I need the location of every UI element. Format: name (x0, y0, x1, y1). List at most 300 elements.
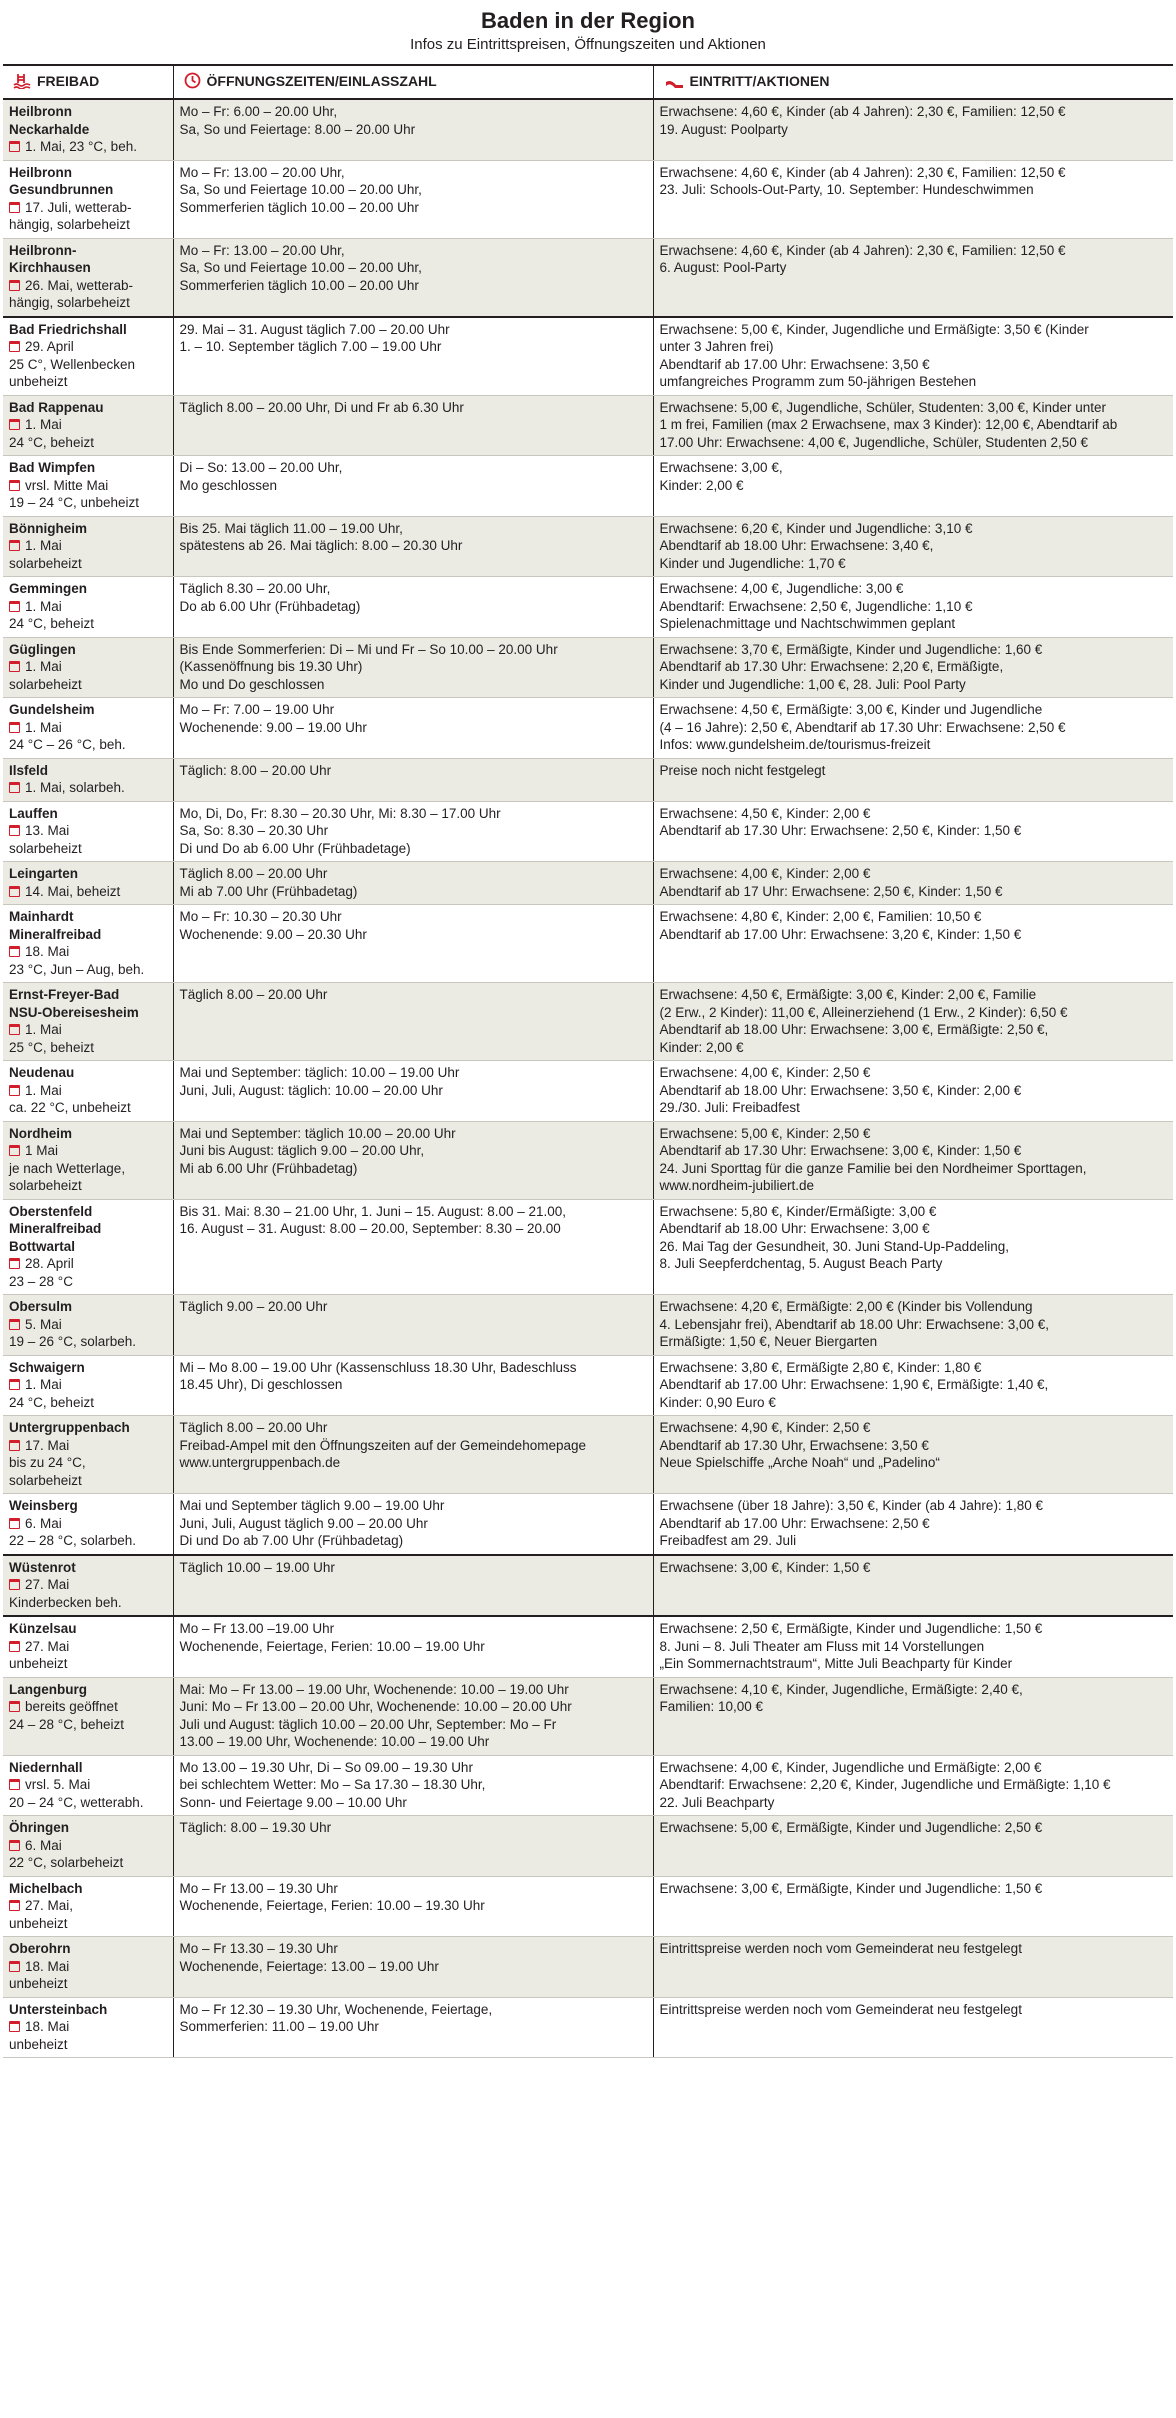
calendar-icon (9, 202, 20, 213)
pool-info: 24 °C, beheizt (9, 1394, 94, 1410)
table-row (3, 862, 1173, 905)
opening-date-text: 13. Mai (25, 823, 70, 838)
calendar-icon (9, 722, 20, 733)
calendar-icon (9, 1900, 20, 1911)
pool-name: Bad Friedrichshall (9, 321, 127, 337)
pool-cell (3, 1937, 173, 1998)
prices-line: Erwachsene: 3,00 €, Ermäßigte, Kinder und Jugendliche: 1,50 € (659, 1880, 1043, 1896)
prices-cell (653, 238, 1173, 317)
pool-info: 23 – 28 °C (9, 1273, 73, 1289)
opening-hours-line: Mo – Fr: 13.00 – 20.00 Uhr, (179, 164, 345, 180)
table-row (3, 1677, 1173, 1755)
calendar-icon (9, 661, 20, 672)
calendar-icon (9, 1961, 20, 1972)
table-row (3, 395, 1173, 456)
opening-date (9, 943, 167, 961)
pool-cell (3, 905, 173, 983)
pool-name: Bönnigheim (9, 520, 87, 536)
pool-info: solarbeheizt (9, 1178, 82, 1193)
prices-cell (653, 1876, 1173, 1937)
opening-hours-line: Mai und September: täglich: 10.00 – 19.00 Uhr (179, 1065, 460, 1080)
table-row (3, 801, 1173, 862)
prices-line: Erwachsene (über 18 Jahre): 3,50 €, Kinder (ab 4 Jahre): 1,80 € (659, 1498, 1043, 1513)
column-header-hours (173, 65, 653, 99)
prices-cell (653, 801, 1173, 862)
pool-info: bis zu 24 °C, (9, 1455, 86, 1470)
pool-info: 24 °C, beheizt (9, 616, 94, 631)
opening-hours-line: Di und Do ab 6.00 Uhr (Frühbadetage) (179, 840, 411, 856)
opening-date-text: 17. Mai (25, 1437, 70, 1453)
opening-hours-line: Mo – Fr 13.30 – 19.30 Uhr (179, 1941, 338, 1956)
pool-cell (3, 1677, 173, 1755)
opening-date (9, 822, 167, 840)
prices-line: Erwachsene: 4,00 €, Kinder, Jugendliche und Ermäßigte: 2,00 € (659, 1759, 1042, 1775)
opening-hours-line: Mo und Do geschlossen (179, 676, 325, 692)
opening-date-text: 1 Mai (25, 1143, 59, 1158)
prices-line: Kinder: 0,90 Euro € (659, 1394, 776, 1410)
opening-date-text: 1. Mai (25, 417, 62, 432)
pool-info: solarbeheizt (9, 1472, 82, 1488)
opening-hours-line: Juni, Juli, August: täglich: 10.00 – 20.00 Uhr (179, 1082, 443, 1098)
clock-icon (184, 72, 201, 92)
table-row (3, 1555, 1173, 1617)
pool-info: hängig, solarbeheizt (9, 217, 130, 232)
calendar-icon (9, 1145, 20, 1156)
prices-line: 4. Lebensjahr frei), Abendtarif ab 18.00 Uhr: Erwachsene: 3,00 €, (659, 1316, 1049, 1332)
pool-info: unbeheizt (9, 2036, 68, 2052)
prices-line: Abendtarif ab 17.00 Uhr: Erwachsene: 1,90 €, Ermäßigte: 1,40 €, (659, 1377, 1049, 1392)
prices-line: Erwachsene: 4,00 €, Jugendliche: 3,00 € (659, 581, 904, 596)
pool-name: Neudenau (9, 1065, 75, 1080)
table-row (3, 758, 1173, 801)
prices-line: Erwachsene: 4,60 €, Kinder (ab 4 Jahren): 2,30 €, Familien: 12,50 € (659, 242, 1066, 258)
prices-line: 8. Juni – 8. Juli Theater am Fluss mit 14 Vorstellungen (659, 1638, 985, 1654)
calendar-icon (9, 946, 20, 957)
pool-name: Bad Wimpfen (9, 460, 96, 475)
prices-line: Erwachsene: 4,60 €, Kinder (ab 4 Jahren): 2,30 €, Familien: 12,50 € (659, 104, 1066, 119)
calendar-icon (9, 1440, 20, 1451)
opening-hours-line: Di – So: 13.00 – 20.00 Uhr, (179, 460, 343, 475)
opening-hours-cell (173, 1937, 653, 1998)
opening-hours-cell (173, 1555, 653, 1617)
opening-hours-line: Mo – Fr: 7.00 – 19.00 Uhr (179, 702, 335, 717)
opening-hours-line: Freibad-Ampel mit den Öffnungszeiten auf der Gemeindehomepage (179, 1437, 586, 1453)
pool-info: 24 °C – 26 °C, beh. (9, 737, 126, 752)
pool-name: Weinsberg (9, 1498, 78, 1513)
opening-hours-line: Mi ab 6.00 Uhr (Frühbadetag) (179, 1160, 358, 1176)
prices-line: Erwachsene: 2,50 €, Ermäßigte, Kinder und Jugendliche: 1,50 € (659, 1621, 1043, 1636)
calendar-icon (9, 601, 20, 612)
pool-name: Kirchhausen (9, 260, 91, 275)
table-row (3, 1876, 1173, 1937)
prices-line: Neue Spielschiffe „Arche Noah“ und „Padelino“ (659, 1455, 940, 1470)
pool-name: Nordheim (9, 1125, 73, 1141)
pool-name: Gemmingen (9, 581, 88, 596)
opening-hours-line: Bis 25. Mai täglich 11.00 – 19.00 Uhr, (179, 520, 403, 536)
opening-hours-line: Mo – Fr: 6.00 – 20.00 Uhr, (179, 104, 338, 119)
swimming-pool-icon (13, 73, 31, 92)
opening-hours-line: Täglich: 8.00 – 19.30 Uhr (179, 1820, 332, 1835)
opening-hours-line: 18.45 Uhr), Di geschlossen (179, 1377, 343, 1392)
opening-hours-line: Juni: Mo – Fr 13.00 – 20.00 Uhr, Wochenende: 10.00 – 20.00 Uhr (179, 1699, 572, 1714)
opening-hours-line: Täglich 8.00 – 20.00 Uhr (179, 866, 328, 881)
calendar-icon (9, 141, 20, 152)
opening-date (9, 1576, 167, 1594)
pool-cell (3, 160, 173, 238)
opening-hours-line: Täglich: 8.00 – 20.00 Uhr (179, 762, 332, 778)
opening-hours-cell (173, 637, 653, 698)
prices-line: Erwachsene: 5,80 €, Kinder/Ermäßigte: 3,00 € (659, 1203, 937, 1219)
calendar-icon (9, 1701, 20, 1712)
prices-line: (4 – 16 Jahre): 2,50 €, Abendtarif ab 17.30 Uhr: Erwachsene: 2,50 € (659, 719, 1066, 735)
opening-hours-cell (173, 395, 653, 456)
prices-line: Erwachsene: 4,10 €, Kinder, Jugendliche, Ermäßigte: 2,40 €, (659, 1681, 1023, 1697)
pool-name: Lauffen (9, 805, 58, 821)
opening-hours-line: Bis 31. Mai: 8.30 – 21.00 Uhr, 1. Juni – 15. August: 8.00 – 21.00, (179, 1203, 567, 1219)
pool-name: Bottwartal (9, 1238, 76, 1254)
prices-line: Erwachsene: 4,90 €, Kinder: 2,50 € (659, 1420, 871, 1435)
opening-hours-line: Di und Do ab 7.00 Uhr (Frühbadetag) (179, 1533, 404, 1548)
opening-hours-line: Sa, So und Feiertage 10.00 – 20.00 Uhr, (179, 260, 422, 275)
opening-hours-line: Do ab 6.00 Uhr (Frühbadetag) (179, 598, 361, 614)
prices-cell (653, 1416, 1173, 1494)
prices-line: Erwachsene: 4,80 €, Kinder: 2,00 €, Familien: 10,50 € (659, 909, 982, 924)
opening-hours-cell (173, 1121, 653, 1199)
pool-info: 24 – 28 °C, beheizt (9, 1716, 124, 1732)
opening-hours-line: Sa, So und Feiertage 10.00 – 20.00 Uhr, (179, 182, 422, 197)
prices-line: Erwachsene: 4,50 €, Ermäßigte: 3,00 €, Kinder: 2,00 €, Familie (659, 987, 1037, 1002)
opening-hours-line: 1. – 10. September täglich 7.00 – 19.00 Uhr (179, 339, 442, 354)
pool-cell (3, 1061, 173, 1122)
prices-line: 22. Juli Beachparty (659, 1794, 775, 1810)
opening-date-text: vrsl. Mitte Mai (25, 477, 109, 493)
opening-hours-line: Wochenende: 9.00 – 20.30 Uhr (179, 926, 367, 942)
calendar-icon (9, 1085, 20, 1096)
pool-cell (3, 1355, 173, 1416)
prices-cell (653, 160, 1173, 238)
opening-hours-cell (173, 1816, 653, 1877)
prices-line: Kinder: 2,00 € (659, 1039, 744, 1055)
pool-cell (3, 1295, 173, 1356)
table-row (3, 1121, 1173, 1199)
table-row (3, 99, 1173, 160)
opening-hours-cell (173, 801, 653, 862)
opening-date (9, 338, 167, 356)
opening-hours-line: Wochenende, Feiertage, Ferien: 10.00 – 19.30 Uhr (179, 1898, 485, 1913)
prices-cell (653, 577, 1173, 638)
opening-hours-cell (173, 1876, 653, 1937)
pool-name: Obersulm (9, 1299, 73, 1314)
opening-hours-line: Juni, Juli, August täglich 9.00 – 20.00 Uhr (179, 1515, 428, 1531)
pool-cell (3, 395, 173, 456)
opening-date (9, 658, 167, 676)
table-header-row (3, 65, 1173, 99)
opening-date (9, 199, 167, 217)
prices-cell (653, 698, 1173, 759)
table-row (3, 1494, 1173, 1555)
opening-hours-line: Mai und September: täglich 10.00 – 20.00 Uhr (179, 1125, 456, 1141)
prices-line: unter 3 Jahren frei) (659, 339, 774, 354)
pool-cell (3, 1616, 173, 1677)
pool-info: unbeheizt (9, 1915, 68, 1931)
opening-hours-line: spätestens ab 26. Mai täglich: 8.00 – 20.30 Uhr (179, 538, 463, 553)
opening-hours-line: Mi – Mo 8.00 – 19.00 Uhr (Kassenschluss 18.30 Uhr, Badeschluss (179, 1359, 577, 1375)
opening-date-text: 14. Mai, beheizt (25, 883, 121, 899)
pool-table (3, 64, 1173, 2058)
opening-hours-cell (173, 1061, 653, 1122)
opening-date (9, 138, 167, 156)
calendar-icon (9, 540, 20, 551)
prices-cell (653, 516, 1173, 577)
prices-cell (653, 317, 1173, 396)
opening-hours-line: Sonn- und Feiertage 9.00 – 10.00 Uhr (179, 1794, 407, 1810)
prices-cell (653, 1997, 1173, 2058)
opening-date-text: 27. Mai, (25, 1898, 74, 1913)
prices-line: Eintrittspreise werden noch vom Gemeinderat neu festgelegt (659, 2001, 1022, 2017)
prices-cell (653, 1755, 1173, 1816)
opening-hours-line: Sa, So: 8.30 – 20.30 Uhr (179, 823, 329, 838)
opening-date-text: bereits geöffnet (25, 1699, 118, 1714)
prices-line: (2 Erw., 2 Kinder): 11,00 €, Alleinerziehend (1 Erw., 2 Kinder): 6,50 € (659, 1004, 1068, 1020)
prices-line: Erwachsene: 4,00 €, Kinder: 2,50 € (659, 1065, 871, 1080)
opening-date (9, 1698, 167, 1716)
prices-cell (653, 983, 1173, 1061)
opening-hours-line: www.untergruppenbach.de (179, 1455, 341, 1470)
pool-name: Öhringen (9, 1820, 69, 1835)
page-title: Baden in der Region (481, 8, 695, 33)
prices-line: Abendtarif ab 18.00 Uhr: Erwachsene: 3,50 €, Kinder: 2,00 € (659, 1082, 1022, 1098)
opening-hours-line: 29. Mai – 31. August täglich 7.00 – 20.00 Uhr (179, 321, 450, 337)
prices-line: Infos: www.gundelsheim.de/tourismus-freizeit (659, 737, 931, 752)
pool-name: Künzelsau (9, 1621, 77, 1636)
prices-line: Spielenachmittage und Nachtschwimmen geplant (659, 616, 956, 631)
opening-hours-cell (173, 1997, 653, 2058)
opening-date-text: 17. Juli, wetterab- (25, 199, 132, 215)
prices-line: Abendtarif ab 17 Uhr: Erwachsene: 2,50 €, Kinder: 1,50 € (659, 883, 1003, 899)
prices-cell (653, 905, 1173, 983)
prices-line: Ermäßigte: 1,50 €, Neuer Biergarten (659, 1334, 878, 1349)
opening-hours-cell (173, 1755, 653, 1816)
pool-cell (3, 983, 173, 1061)
table-row (3, 577, 1173, 638)
opening-date-text: 18. Mai (25, 1958, 70, 1974)
prices-cell (653, 1816, 1173, 1877)
opening-hours-cell (173, 1355, 653, 1416)
pool-info: 25 °C, beheizt (9, 1039, 94, 1055)
pool-name: Schwaigern (9, 1359, 85, 1375)
prices-cell (653, 1121, 1173, 1199)
prices-line: Abendtarif ab 18.00 Uhr: Erwachsene: 3,40 €, (659, 538, 934, 553)
prices-line: Abendtarif ab 17.30 Uhr, Erwachsene: 3,50 € (659, 1437, 929, 1453)
table-row (3, 1816, 1173, 1877)
opening-date (9, 1316, 167, 1334)
table-row (3, 1416, 1173, 1494)
calendar-icon (9, 1518, 20, 1529)
opening-hours-line: Juni bis August: täglich 9.00 – 20.00 Uhr, (179, 1143, 425, 1158)
calendar-icon (9, 1579, 20, 1590)
opening-hours-line: Mo – Fr 12.30 – 19.30 Uhr, Wochenende, Feiertage, (179, 2001, 493, 2017)
prices-line: Erwachsene: 4,50 €, Kinder: 2,00 € (659, 805, 871, 821)
pool-cell (3, 516, 173, 577)
calendar-icon (9, 825, 20, 836)
opening-hours-line: Mai und September täglich 9.00 – 19.00 Uhr (179, 1498, 445, 1513)
opening-hours-line: Mo geschlossen (179, 477, 278, 493)
pool-name: Niedernhall (9, 1759, 83, 1775)
opening-hours-line: Juli und August: täglich 10.00 – 20.00 Uhr, September: Mo – Fr (179, 1716, 557, 1732)
opening-date-text: 28. April (25, 1256, 74, 1271)
pool-name: Langenburg (9, 1681, 87, 1697)
prices-line: 17.00 Uhr: Erwachsene: 4,00 €, Jugendliche, Schüler, Studenten 2,50 € (659, 434, 1089, 450)
prices-line: 8. Juli Seepferdchentag, 5. August Beach Party (659, 1256, 943, 1271)
table-row (3, 238, 1173, 317)
opening-date (9, 1837, 167, 1855)
prices-cell (653, 1555, 1173, 1617)
column-header-prices-label: EINTRITT/AKTIONEN (689, 72, 830, 89)
calendar-icon (9, 480, 20, 491)
prices-cell (653, 1937, 1173, 1998)
opening-date-text: 29. April (25, 339, 74, 354)
pool-cell (3, 99, 173, 160)
pool-info: 24 °C, beheizt (9, 434, 94, 450)
opening-hours-cell (173, 577, 653, 638)
pool-name: Michelbach (9, 1880, 83, 1896)
opening-date (9, 416, 167, 434)
pool-name: Heilbronn- (9, 242, 77, 258)
opening-hours-line: Täglich 8.00 – 20.00 Uhr, Di und Fr ab 6.30 Uhr (179, 399, 464, 415)
prices-line: Erwachsene: 5,00 €, Kinder, Jugendliche und Ermäßigte: 3,50 € (Kinder (659, 321, 1089, 337)
pool-info: ca. 22 °C, unbeheizt (9, 1100, 131, 1115)
opening-date-text: 1. Mai (25, 1082, 62, 1098)
opening-hours-line: Bis Ende Sommerferien: Di – Mi und Fr – So 10.00 – 20.00 Uhr (179, 641, 558, 657)
opening-hours-line: 13.00 – 19.00 Uhr, Wochenende: 10.00 – 19.00 Uhr (179, 1734, 490, 1749)
prices-line: Erwachsene: 3,70 €, Ermäßigte, Kinder und Jugendliche: 1,60 € (659, 641, 1043, 657)
opening-date-text: 6. Mai (25, 1515, 62, 1531)
opening-hours-cell (173, 238, 653, 317)
opening-hours-cell (173, 1494, 653, 1555)
column-header-prices (653, 65, 1173, 99)
table-row (3, 1295, 1173, 1356)
page-header (3, 0, 1173, 64)
prices-line: 1 m frei, Familien (max 2 Erwachsene, max 3 Kinder): 12,00 €, Abendtarif ab (659, 417, 1118, 432)
pool-name: Untergruppenbach (9, 1420, 130, 1435)
pool-cell (3, 1121, 173, 1199)
opening-hours-line: Täglich 10.00 – 19.00 Uhr (179, 1559, 335, 1575)
opening-hours-line: Mo 13.00 – 19.30 Uhr, Di – So 09.00 – 19.30 Uhr (179, 1759, 473, 1775)
calendar-icon (9, 1840, 20, 1851)
pool-cell (3, 456, 173, 517)
opening-hours-line: (Kassenöffnung bis 19.30 Uhr) (179, 659, 363, 674)
pool-name: Heilbronn (9, 164, 72, 180)
opening-date (9, 277, 167, 295)
calendar-icon (9, 886, 20, 897)
opening-date-text: 1. Mai (25, 1022, 62, 1037)
pool-name: Ernst-Freyer-Bad (9, 987, 120, 1002)
pool-info: 19 – 24 °C, unbeheizt (9, 495, 139, 510)
calendar-icon (9, 341, 20, 352)
pool-cell (3, 317, 173, 396)
pool-name: Mineralfreibad (9, 1221, 102, 1236)
pool-cell (3, 637, 173, 698)
prices-line: Abendtarif ab 17.00 Uhr: Erwachsene: 2,50 € (659, 1515, 930, 1531)
opening-date (9, 1255, 167, 1273)
opening-date (9, 537, 167, 555)
opening-date (9, 1958, 167, 1976)
prices-line: Preise noch nicht festgelegt (659, 762, 826, 778)
prices-line: Abendtarif ab 17.30 Uhr: Erwachsene: 2,20 €, Ermäßigte, (659, 659, 1004, 674)
prices-cell (653, 395, 1173, 456)
prices-line: Erwachsene: 5,00 €, Jugendliche, Schüler, Studenten: 3,00 €, Kinder unter (659, 399, 1107, 415)
opening-hours-cell (173, 905, 653, 983)
opening-hours-cell (173, 1677, 653, 1755)
pool-cell (3, 1876, 173, 1937)
pool-name: Güglingen (9, 641, 76, 657)
opening-hours-line: 16. August – 31. August: 8.00 – 20.00, September: 8.30 – 20.00 (179, 1221, 561, 1236)
opening-date-text: 27. Mai (25, 1577, 70, 1592)
opening-hours-line: Sommerferien täglich 10.00 – 20.00 Uhr (179, 199, 419, 215)
pool-info: 22 – 28 °C, solarbeh. (9, 1533, 136, 1548)
prices-line: Erwachsene: 4,60 €, Kinder (ab 4 Jahren): 2,30 €, Familien: 12,50 € (659, 164, 1066, 180)
opening-date-text: 18. Mai (25, 944, 70, 959)
calendar-icon (9, 1779, 20, 1790)
prices-line: 23. Juli: Schools-Out-Party, 10. September: Hundeschwimmen (659, 182, 1034, 197)
calendar-icon (9, 1024, 20, 1035)
table-row (3, 905, 1173, 983)
pool-info: 22 °C, solarbeheizt (9, 1855, 124, 1870)
opening-date-text: 1. Mai, 23 °C, beh. (25, 139, 137, 154)
opening-hours-line: Mo – Fr 13.00 – 19.30 Uhr (179, 1880, 338, 1896)
prices-cell (653, 99, 1173, 160)
prices-line: 19. August: Poolparty (659, 121, 788, 137)
pool-info: 19 – 26 °C, solarbeh. (9, 1334, 136, 1349)
opening-date (9, 2018, 167, 2036)
pool-name: Untersteinbach (9, 2001, 108, 2017)
column-header-freibad-label: FREIBAD (37, 72, 100, 89)
pool-info: unbeheizt (9, 1656, 68, 1671)
column-header-freibad (3, 65, 173, 99)
opening-date (9, 1638, 167, 1656)
prices-line: Abendtarif ab 17.30 Uhr: Erwachsene: 2,50 €, Kinder: 1,50 € (659, 823, 1022, 838)
prices-line: Abendtarif ab 17.30 Uhr: Erwachsene: 3,00 €, Kinder: 1,50 € (659, 1143, 1022, 1158)
prices-line: Erwachsene: 4,00 €, Kinder: 2,00 € (659, 866, 871, 881)
prices-line: Erwachsene: 5,00 €, Ermäßigte, Kinder und Jugendliche: 2,50 € (659, 1820, 1043, 1835)
prices-line: Erwachsene: 5,00 €, Kinder: 2,50 € (659, 1125, 871, 1141)
calendar-icon (9, 1641, 20, 1652)
prices-line: Abendtarif ab 18.00 Uhr: Erwachsene: 3,00 €, Ermäßigte: 2,50 €, (659, 1022, 1049, 1037)
opening-hours-line: Täglich 8.30 – 20.00 Uhr, (179, 581, 331, 596)
table-row (3, 637, 1173, 698)
pool-cell (3, 1555, 173, 1617)
pool-info: solarbeheizt (9, 676, 82, 692)
table-row (3, 698, 1173, 759)
pool-info: 23 °C, Jun – Aug, beh. (9, 961, 145, 977)
prices-line: Eintrittspreise werden noch vom Gemeinderat neu festgelegt (659, 1941, 1022, 1956)
prices-cell (653, 1355, 1173, 1416)
opening-date (9, 1142, 167, 1160)
table-row (3, 317, 1173, 396)
opening-date (9, 883, 167, 901)
opening-date (9, 1082, 167, 1100)
pool-info: je nach Wetterlage, (9, 1160, 126, 1176)
table-row (3, 1997, 1173, 2058)
pool-name: Neckarhalde (9, 121, 90, 137)
pool-name: Oberstenfeld (9, 1203, 93, 1219)
opening-hours-cell (173, 698, 653, 759)
pool-cell (3, 577, 173, 638)
opening-hours-line: Mai: Mo – Fr 13.00 – 19.00 Uhr, Wochenende: 10.00 – 19.00 Uhr (179, 1681, 569, 1697)
pool-cell (3, 698, 173, 759)
opening-date (9, 719, 167, 737)
opening-hours-line: Mo, Di, Do, Fr: 8.30 – 20.30 Uhr, Mi: 8.30 – 17.00 Uhr (179, 805, 501, 821)
